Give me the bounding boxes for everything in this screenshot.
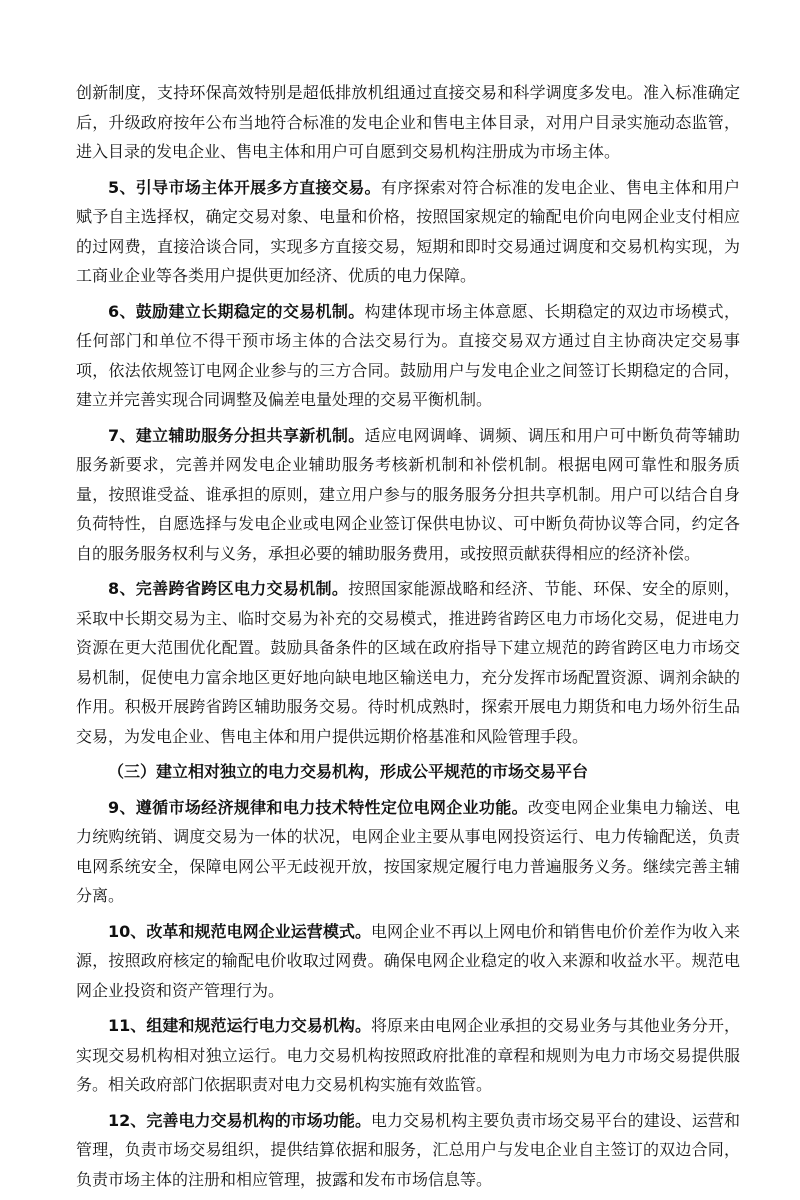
paragraph-item-5 xyxy=(76,173,740,291)
paragraph-lead: 10、改革和规范电网企业运营模式。 xyxy=(108,921,371,941)
paragraph-body: 适应电网调峰、调频、调压和用户可中断负荷等辅助服务新要求，完善并网发电企业辅助服务考核新机制和补偿机制。根据电网可靠性和服务质量，按照谁受益、谁承担的原则，建立用户参与的服务服务分担共享机制。用户可以结合自身负荷特性，自愿选择与发电企业或电网企业签订保供电协议、可中断负荷协议等合同，约定各自的服务服务权利与义务，承担必要的辅助服务费用，或按照贡献获得相应的经济补偿。 xyxy=(76,425,740,563)
paragraph-item-10 xyxy=(76,917,740,1006)
paragraph-body: 有序探索对符合标准的发电企业、售电主体和用户赋予自主选择权，确定交易对象、电量和价格，按照国家规定的输配电价向电网企业支付相应的过网费，直接洽谈合同，实现多方直接交易，短期和即时交易通过调度和交易机构实现，为工商业企业等各类用户提供更加经济、优质的电力保障。 xyxy=(76,177,740,285)
paragraph-lead: 7、建立辅助服务分担共享新机制。 xyxy=(108,425,365,445)
paragraph-body: 改变电网企业集电力输送、电力统购统销、调度交易为一体的状况，电网企业主要从事电网投资运行、电力传输配送，负责电网系统安全，保障电网公平无歧视开放，按国家规定履行电力普遍服务义务。继续完善主辅分离。 xyxy=(76,797,740,905)
paragraph-lead: 8、完善跨省跨区电力交易机制。 xyxy=(108,579,349,598)
paragraph-body: 电网企业不再以上网电价和销售电价价差作为收入来源，按照政府核定的输配电价收取过网费。确保电网企业稳定的收入来源和收益水平。规范电网企业投资和资产管理行为。 xyxy=(76,921,740,1000)
paragraph-item-9 xyxy=(76,793,740,911)
section-heading: （三）建立相对独立的电力交易机构，形成公平规范的市场交易平台 xyxy=(108,762,589,781)
paragraph-item-6 xyxy=(76,297,740,415)
paragraph-body: 构建体现市场主体意愿、长期稳定的双边市场模式，任何部门和单位不得干预市场主体的合法交易行为。直接交易双方通过自主协商决定交易事项，依法依规签订电网企业参与的三方合同。鼓励用户与发电企业之间签订长期稳定的合同，建立并完善实现合同调整及偏差电量处理的交易平衡机制。 xyxy=(76,301,740,409)
paragraph-lead: 12、完善电力交易机构的市场功能。 xyxy=(108,1110,371,1130)
paragraph-item-7 xyxy=(76,421,740,569)
paragraph-body: 电力交易机构主要负责市场交易平台的建设、运营和管理，负责市场交易组织，提供结算依据和服务，汇总用户与发电企业自主签订的双边合同，负责市场主体的注册和相应管理，披露和发布市场信息等。 xyxy=(76,1110,740,1189)
paragraph-body: 按照国家能源战略和经济、节能、环保、安全的原则，采取中长期交易为主、临时交易为补充的交易模式，推进跨省跨区电力市场化交易，促进电力资源在更大范围优化配置。鼓励具备条件的区域在政府指导下建立规范的跨省跨区电力市场交易机制，促使电力富余地区更好地向缺电地区输送电力，充分发挥市场配置资源、调剂余缺的作用。积极开展跨省跨区辅助服务交易。待时机成熟时，探索开展电力期货和电力场外衍生品交易，为发电企业、售电主体和用户提供远期价格基准和风险管理手段。 xyxy=(76,579,740,746)
paragraph-body: 创新制度，支持环保高效特别是超低排放机组通过直接交易和科学调度多发电。准入标准确定后，升级政府按年公布当地符合标准的发电企业和售电主体目录，对用户目录实施动态监管，进入目录的发电企业、售电主体和用户可自愿到交易机构注册成为市场主体。 xyxy=(76,83,740,161)
paragraph-lead: 6、鼓励建立长期稳定的交易机制。 xyxy=(108,301,365,321)
document-page xyxy=(76,78,740,1200)
paragraph-item-12 xyxy=(76,1106,740,1195)
paragraph-body: 将原来由电网企业承担的交易业务与其他业务分开，实现交易机构相对独立运行。电力交易机构按照政府批准的章程和规则为电力市场交易提供服务。相关政府部门依据职责对电力交易机构实施有效监管。 xyxy=(76,1016,740,1094)
paragraph-lead: 11、组建和规范运行电力交易机构。 xyxy=(108,1016,371,1035)
paragraph-item-11 xyxy=(76,1011,740,1100)
paragraph-continuation xyxy=(76,78,740,167)
paragraph-lead: 9、遵循市场经济规律和电力技术特性定位电网企业功能。 xyxy=(108,797,528,817)
paragraph-item-8 xyxy=(76,574,740,751)
paragraph-lead: 5、引导市场主体开展多方直接交易。 xyxy=(108,177,381,197)
